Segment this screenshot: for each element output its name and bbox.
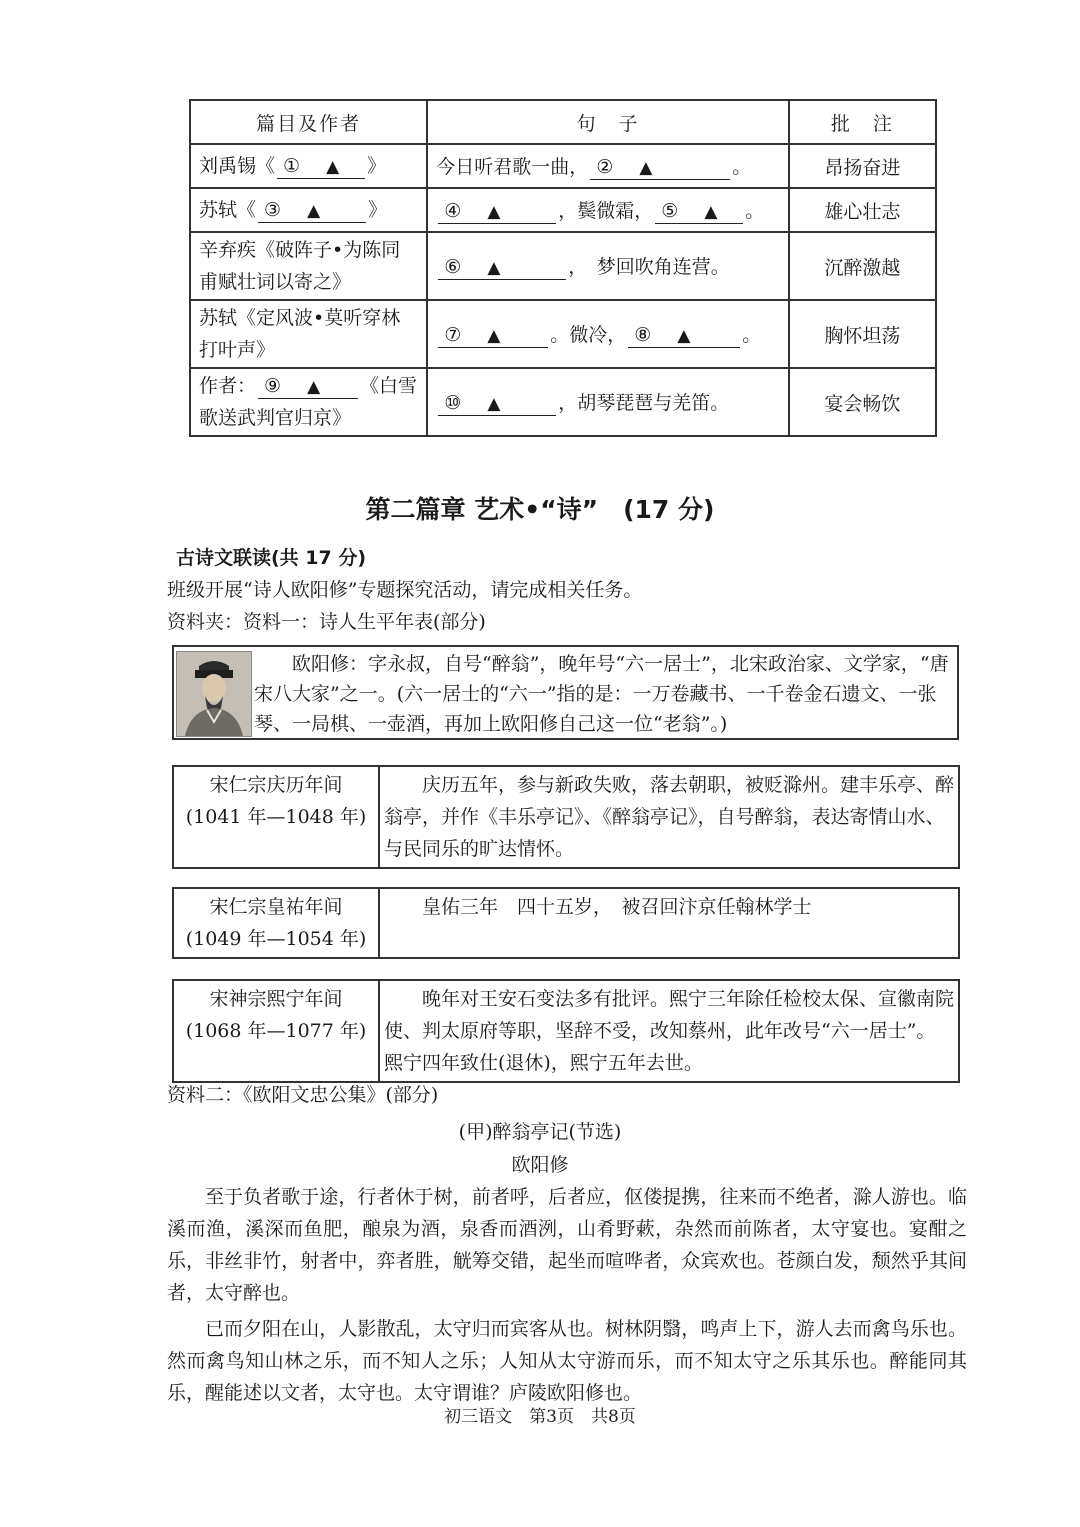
title-author-cell: 苏轼《 ③ ▲ 》 xyxy=(190,188,427,232)
portrait-image xyxy=(176,651,252,737)
essay-body xyxy=(167,1181,967,1409)
essay-title: (甲)醉翁亭记(节选) xyxy=(458,1121,622,1143)
annotation-cell: 胸怀坦荡 xyxy=(789,300,936,368)
chapter-title: 第二篇章 艺术•“诗” (17 分) xyxy=(365,495,715,524)
answer-blank-4[interactable]: ④ ▲ xyxy=(438,200,556,224)
sentence-cell: ⑥ ▲ ， 梦回吹角连营。 xyxy=(427,232,788,300)
poetry-fill-table xyxy=(189,99,937,437)
title-author-cell: 作者： ⑨ ▲ 《白雪歌送武判官归京》 xyxy=(190,368,427,436)
essay-paragraph: 至于负者歌于途，行者休于树，前者呼，后者应，伛偻提携，往来而不绝者，滁人游也。临溪而渔，溪深而鱼肥，酿泉为酒，泉香而酒洌，山肴野蔌，杂然而前陈者，太守宴也。宴酣之乐，非丝非竹，射者中，弈者胜，觥筹交错，起坐而喧哗者，众宾欢也。苍颜白发，颓然乎其间者，太守醉也。 xyxy=(167,1186,967,1304)
table-row xyxy=(173,980,959,1082)
annotation-cell: 宴会畅饮 xyxy=(789,368,936,436)
answer-blank-8[interactable]: ⑧ ▲ xyxy=(628,324,740,348)
essay-author: 欧阳修 xyxy=(511,1154,569,1176)
sentence-cell: ⑩ ▲ ，胡琴琵琶与羌笛。 xyxy=(427,368,788,436)
timeline-table-3 xyxy=(172,979,960,1083)
timeline-table-1 xyxy=(172,765,960,869)
annotation-cell: 雄心壮志 xyxy=(789,188,936,232)
answer-blank-1[interactable]: ① ▲ xyxy=(277,155,365,179)
answer-blank-2[interactable]: ② ▲ xyxy=(590,156,730,180)
essay-paragraph: 已而夕阳在山，人影散乱，太守归而宾客从也。树林阴翳，鸣声上下，游人去而禽鸟乐也。然而禽鸟知山林之乐，而不知人之乐；人知从太守游而乐，而不知太守之乐其乐也。醉能同其乐，醒能述以文者，太守也。太守谓谁？庐陵欧阳修也。 xyxy=(167,1318,967,1404)
sentence-cell: 今日听君歌一曲， ② ▲ 。 xyxy=(427,144,788,188)
section-title: 古诗文联读(共 17 分) xyxy=(176,547,367,569)
table-row xyxy=(190,368,936,436)
timeline-table-2 xyxy=(172,887,960,959)
sentence-cell: ⑦ ▲ 。微冷， ⑧ ▲ 。 xyxy=(427,300,788,368)
table-row xyxy=(190,300,936,368)
table-row xyxy=(173,888,959,958)
period-cell: 宋仁宗皇祐年间 (1049 年—1054 年) xyxy=(173,888,379,958)
annotation-cell: 昂扬奋进 xyxy=(789,144,936,188)
task-intro: 班级开展“诗人欧阳修”专题探究活动，请完成相关任务。 xyxy=(167,579,643,601)
answer-blank-7[interactable]: ⑦ ▲ xyxy=(438,324,548,348)
header-annotation: 批 注 xyxy=(789,100,936,144)
event-cell: 皇佑三年 四十五岁， 被召回汴京任翰林学士 xyxy=(379,888,959,958)
title-author-cell: 刘禹锡《 ① ▲ 》 xyxy=(190,144,427,188)
bio-text: 欧阳修：字永叔，自号“醉翁”，晚年号“六一居士”，北宋政治家、文学家，“唐宋八大家”之一。(六一居士的“六一”指的是：一万卷藏书、一千卷金石遗文、一张琴、一局棋、一壶酒，再加上欧阳修自己这一位“老翁”。) xyxy=(254,653,949,735)
table-row xyxy=(190,144,936,188)
answer-blank-9[interactable]: ⑨ ▲ xyxy=(258,375,358,399)
sentence-cell: ④ ▲ ，鬓微霜， ⑤ ▲ 。 xyxy=(427,188,788,232)
page-footer: 初三语文 第3页 共8页 xyxy=(444,1407,636,1427)
event-cell: 庆历五年，参与新政失败，落去朝职，被贬滁州。建丰乐亭、醉翁亭，并作《丰乐亭记》、《醉翁亭记》，自号醉翁，表达寄情山水、与民同乐的旷达情怀。 xyxy=(379,766,959,868)
period-cell: 宋仁宗庆历年间 (1041 年—1048 年) xyxy=(173,766,379,868)
table-header-row xyxy=(190,100,936,144)
portrait-icon xyxy=(177,652,251,736)
material-2-label: 资料二：《欧阳文忠公集》(部分) xyxy=(167,1084,439,1106)
title-author-cell: 苏轼《定风波•莫听穿林打叶声》 xyxy=(190,300,427,368)
annotation-cell: 沉醉激越 xyxy=(789,232,936,300)
table-row xyxy=(173,766,959,868)
event-cell: 晚年对王安石变法多有批评。熙宁三年除任检校太保、宣徽南院使、判太原府等职，坚辞不受，改知蔡州，此年改号“六一居士”。熙宁四年致仕(退休)，熙宁五年去世。 xyxy=(379,980,959,1082)
table-row xyxy=(190,232,936,300)
table-row xyxy=(190,188,936,232)
header-title-author: 篇目及作者 xyxy=(190,100,427,144)
bio-box xyxy=(172,645,959,740)
answer-blank-6[interactable]: ⑥ ▲ xyxy=(438,256,566,280)
title-author-cell: 辛弃疾《破阵子•为陈同甫赋壮词以寄之》 xyxy=(190,232,427,300)
answer-blank-5[interactable]: ⑤ ▲ xyxy=(655,200,743,224)
period-cell: 宋神宗熙宁年间 (1068 年—1077 年) xyxy=(173,980,379,1082)
answer-blank-3[interactable]: ③ ▲ xyxy=(258,199,366,223)
header-sentence: 句 子 xyxy=(427,100,788,144)
answer-blank-10[interactable]: ⑩ ▲ xyxy=(438,392,556,416)
material-1-label: 资料夹：资料一：诗人生平年表(部分) xyxy=(167,611,486,633)
